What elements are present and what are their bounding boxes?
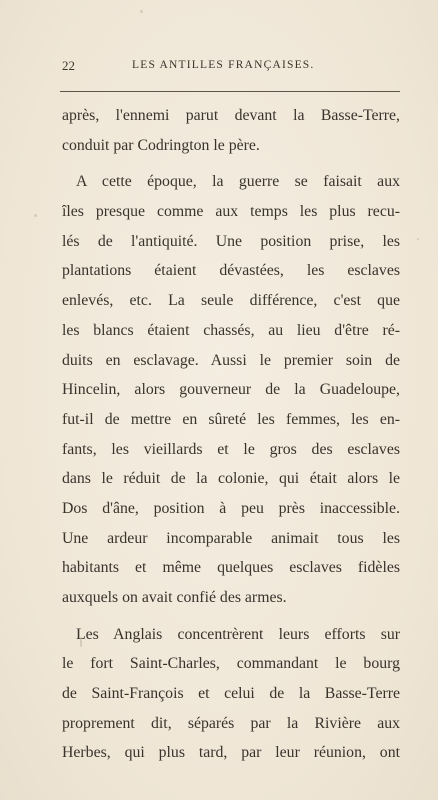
paper-speck <box>417 238 419 240</box>
text-line: enlevés, etc. La seule différence, c'est que <box>62 292 400 310</box>
text-line: plantations étaient dévastées, les esclaves <box>62 262 400 280</box>
paper-mark <box>80 637 82 647</box>
text-line: habitants et même quelques esclaves fidèles <box>62 559 400 577</box>
text-line: après, l'ennemi parut devant la Basse-Terre, <box>62 107 400 124</box>
text-line: fut-il de mettre en sûreté les femmes, les en- <box>62 410 400 428</box>
text-line: duits en esclavage. Aussi le premier soin de <box>62 351 400 369</box>
text-line: dans le réduit de la colonie, qui était alors le <box>62 470 400 488</box>
text-line: auxquels on avait confié des armes. <box>62 589 287 606</box>
text-line: fants, les vieillards et le gros des esclaves <box>62 440 400 458</box>
text-line: lés de l'antiquité. Une position prise, les <box>62 232 400 250</box>
page-header <box>62 58 402 78</box>
running-title: LES ANTILLES FRANÇAISES. <box>132 59 315 71</box>
text-line: proprement dit, séparés par la Rivière aux <box>62 714 400 732</box>
page-number: 22 <box>62 58 75 73</box>
text-line: conduit par Codrington le père. <box>62 136 260 154</box>
text-line: Une ardeur incomparable animait tous les <box>62 529 400 547</box>
text-line: Hincelin, alors gouverneur de la Guadeloupe, <box>62 381 400 399</box>
text-line: Les Anglais concentrèrent leurs efforts sur <box>76 625 400 643</box>
paragraph-gap <box>62 613 400 620</box>
paragraph-gap <box>62 160 400 167</box>
text-line: les blancs étaient chassés, au lieu d'être ré- <box>62 321 400 339</box>
paper-speck <box>34 214 37 217</box>
text-line: le fort Saint-Charles, commandant le bourg <box>62 655 400 673</box>
text-line: A cette époque, la guerre se faisait aux <box>76 173 400 191</box>
paper-speck <box>140 10 143 13</box>
text-line: îles presque comme aux temps les plus recu- <box>62 203 400 221</box>
text-line: de Saint-François et celui de la Basse-Terre <box>62 685 400 703</box>
text-line: Herbes, qui plus tard, par leur réunion, ont <box>62 744 400 762</box>
body-text <box>62 101 400 768</box>
text-line: Dos d'âne, position à peu près inaccessible. <box>62 499 400 517</box>
header-rule <box>60 91 400 92</box>
